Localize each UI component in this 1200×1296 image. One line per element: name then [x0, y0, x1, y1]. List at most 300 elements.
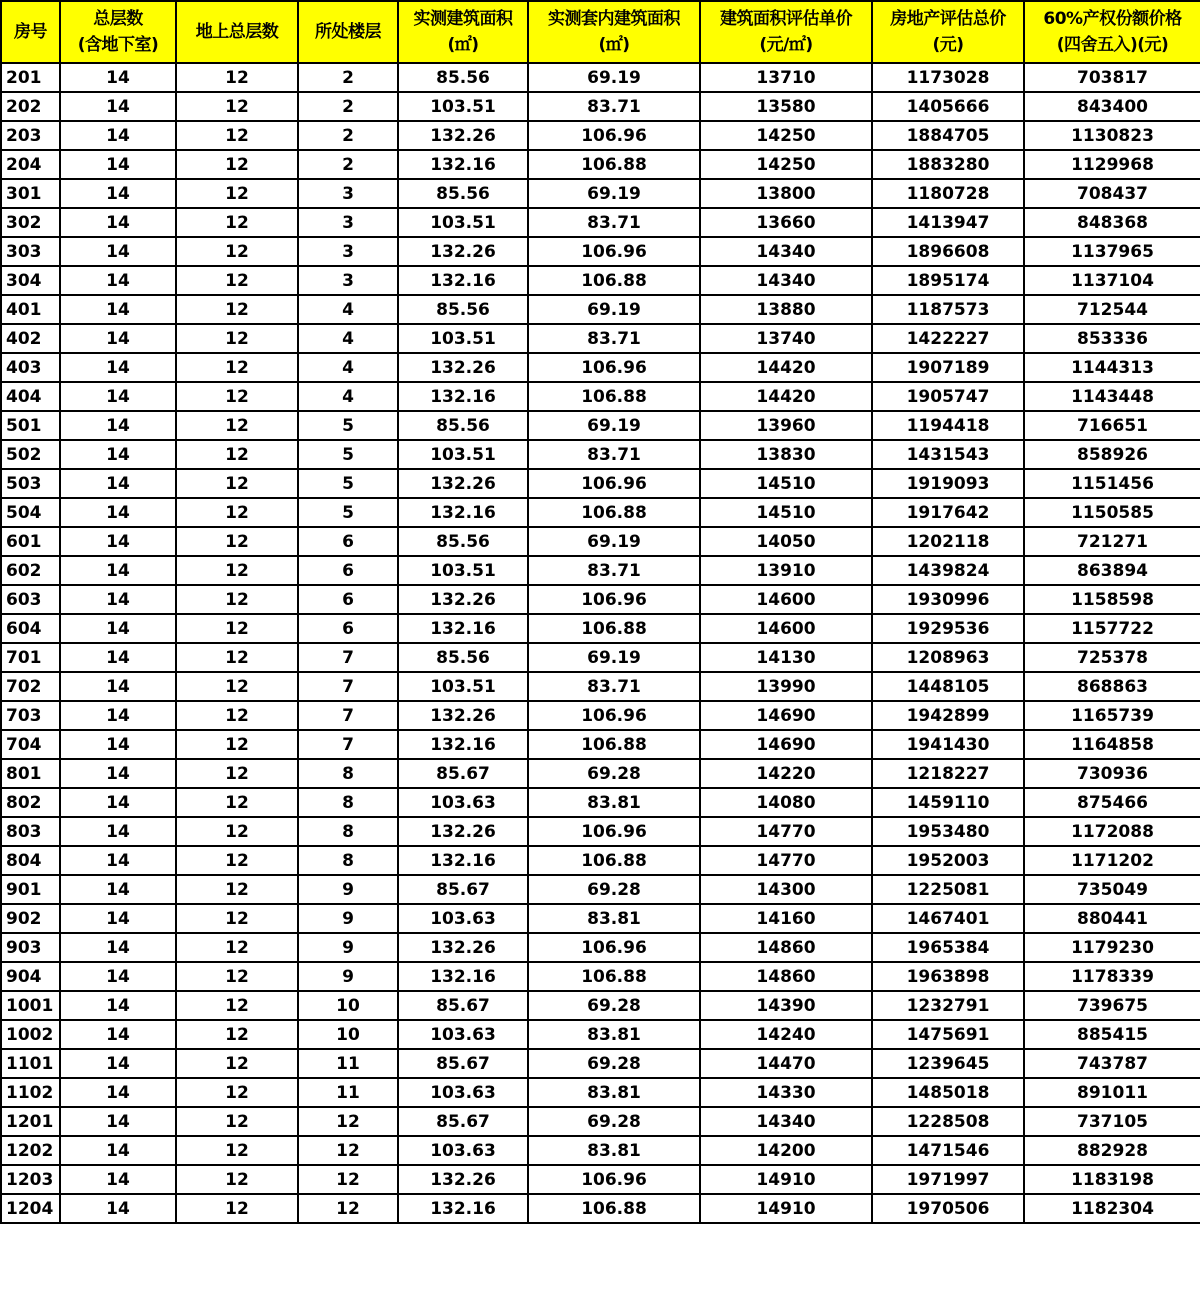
cell-total-price: 1459110: [872, 788, 1024, 817]
cell-share-price: 1137104: [1024, 266, 1200, 295]
cell-above-ground-floors: 12: [176, 730, 298, 759]
cell-total-price: 1929536: [872, 614, 1024, 643]
cell-unit-price: 14600: [700, 614, 872, 643]
cell-above-ground-floors: 12: [176, 556, 298, 585]
cell-share-price: 737105: [1024, 1107, 1200, 1136]
cell-floor: 8: [298, 817, 398, 846]
cell-total-price: 1965384: [872, 933, 1024, 962]
cell-total-floors: 14: [60, 295, 176, 324]
table-row: [1, 614, 1200, 643]
cell-share-price: 848368: [1024, 208, 1200, 237]
cell-total-floors: 14: [60, 585, 176, 614]
cell-unit-price: 13800: [700, 179, 872, 208]
cell-floor: 12: [298, 1136, 398, 1165]
cell-total-price: 1905747: [872, 382, 1024, 411]
cell-share-price: 1179230: [1024, 933, 1200, 962]
cell-total-floors: 14: [60, 179, 176, 208]
cell-inner-area: 106.96: [528, 585, 700, 614]
cell-above-ground-floors: 12: [176, 846, 298, 875]
cell-floor: 7: [298, 643, 398, 672]
cell-total-floors: 14: [60, 324, 176, 353]
cell-building-area: 132.16: [398, 846, 528, 875]
table-row: [1, 1049, 1200, 1078]
cell-above-ground-floors: 12: [176, 382, 298, 411]
cell-building-area: 132.26: [398, 817, 528, 846]
cell-building-area: 132.16: [398, 1194, 528, 1223]
cell-unit-price: 13710: [700, 63, 872, 92]
cell-total-price: 1471546: [872, 1136, 1024, 1165]
table-row: [1, 63, 1200, 92]
cell-inner-area: 83.81: [528, 1136, 700, 1165]
cell-above-ground-floors: 12: [176, 440, 298, 469]
cell-building-area: 132.16: [398, 150, 528, 179]
table-row: [1, 1194, 1200, 1223]
cell-share-price: 721271: [1024, 527, 1200, 556]
cell-room-number: 801: [1, 759, 60, 788]
cell-room-number: 604: [1, 614, 60, 643]
table-row: [1, 150, 1200, 179]
cell-total-price: 1180728: [872, 179, 1024, 208]
table-row: [1, 962, 1200, 991]
cell-building-area: 132.26: [398, 701, 528, 730]
cell-share-price: 716651: [1024, 411, 1200, 440]
cell-above-ground-floors: 12: [176, 92, 298, 121]
cell-total-price: 1239645: [872, 1049, 1024, 1078]
cell-building-area: 132.26: [398, 469, 528, 498]
table-row: [1, 208, 1200, 237]
cell-above-ground-floors: 12: [176, 933, 298, 962]
cell-inner-area: 83.71: [528, 672, 700, 701]
cell-building-area: 103.63: [398, 1136, 528, 1165]
cell-building-area: 103.63: [398, 904, 528, 933]
cell-total-price: 1896608: [872, 237, 1024, 266]
cell-above-ground-floors: 12: [176, 759, 298, 788]
cell-room-number: 401: [1, 295, 60, 324]
table-row: [1, 672, 1200, 701]
cell-inner-area: 106.88: [528, 150, 700, 179]
table-row: [1, 469, 1200, 498]
cell-inner-area: 69.19: [528, 411, 700, 440]
cell-share-price: 1137965: [1024, 237, 1200, 266]
cell-unit-price: 13960: [700, 411, 872, 440]
cell-share-price: 1129968: [1024, 150, 1200, 179]
cell-room-number: 403: [1, 353, 60, 382]
cell-total-price: 1405666: [872, 92, 1024, 121]
table-row: [1, 991, 1200, 1020]
cell-share-price: 891011: [1024, 1078, 1200, 1107]
cell-share-price: 730936: [1024, 759, 1200, 788]
cell-total-floors: 14: [60, 1165, 176, 1194]
cell-total-floors: 14: [60, 469, 176, 498]
header-cell-floor: 所处楼层: [298, 1, 398, 63]
table-row: [1, 1136, 1200, 1165]
cell-share-price: 1182304: [1024, 1194, 1200, 1223]
cell-room-number: 904: [1, 962, 60, 991]
cell-unit-price: 13740: [700, 324, 872, 353]
cell-total-floors: 14: [60, 730, 176, 759]
cell-unit-price: 13830: [700, 440, 872, 469]
cell-floor: 6: [298, 614, 398, 643]
cell-building-area: 85.56: [398, 527, 528, 556]
cell-inner-area: 83.71: [528, 208, 700, 237]
cell-inner-area: 83.71: [528, 92, 700, 121]
cell-unit-price: 14510: [700, 498, 872, 527]
cell-above-ground-floors: 12: [176, 121, 298, 150]
cell-room-number: 702: [1, 672, 60, 701]
cell-unit-price: 14770: [700, 846, 872, 875]
cell-room-number: 701: [1, 643, 60, 672]
cell-unit-price: 14390: [700, 991, 872, 1020]
cell-room-number: 602: [1, 556, 60, 585]
cell-share-price: 885415: [1024, 1020, 1200, 1049]
cell-inner-area: 69.28: [528, 875, 700, 904]
cell-floor: 9: [298, 875, 398, 904]
cell-building-area: 132.26: [398, 1165, 528, 1194]
cell-above-ground-floors: 12: [176, 208, 298, 237]
cell-unit-price: 14340: [700, 266, 872, 295]
cell-unit-price: 14420: [700, 353, 872, 382]
cell-share-price: 739675: [1024, 991, 1200, 1020]
cell-building-area: 85.56: [398, 643, 528, 672]
table-row: [1, 1165, 1200, 1194]
cell-share-price: 708437: [1024, 179, 1200, 208]
table-row: [1, 933, 1200, 962]
cell-floor: 6: [298, 527, 398, 556]
cell-floor: 12: [298, 1107, 398, 1136]
cell-inner-area: 83.81: [528, 788, 700, 817]
cell-floor: 5: [298, 411, 398, 440]
cell-floor: 3: [298, 208, 398, 237]
table-row: [1, 904, 1200, 933]
cell-room-number: 504: [1, 498, 60, 527]
cell-total-price: 1970506: [872, 1194, 1024, 1223]
cell-inner-area: 106.96: [528, 237, 700, 266]
cell-building-area: 132.16: [398, 382, 528, 411]
cell-floor: 9: [298, 933, 398, 962]
cell-share-price: 1183198: [1024, 1165, 1200, 1194]
cell-total-price: 1883280: [872, 150, 1024, 179]
cell-above-ground-floors: 12: [176, 1136, 298, 1165]
cell-total-floors: 14: [60, 63, 176, 92]
cell-building-area: 85.67: [398, 875, 528, 904]
cell-above-ground-floors: 12: [176, 962, 298, 991]
cell-above-ground-floors: 12: [176, 991, 298, 1020]
table-row: [1, 295, 1200, 324]
cell-total-price: 1173028: [872, 63, 1024, 92]
cell-floor: 5: [298, 440, 398, 469]
cell-above-ground-floors: 12: [176, 788, 298, 817]
cell-unit-price: 14690: [700, 701, 872, 730]
cell-building-area: 132.16: [398, 614, 528, 643]
cell-total-floors: 14: [60, 846, 176, 875]
cell-total-price: 1930996: [872, 585, 1024, 614]
cell-unit-price: 14160: [700, 904, 872, 933]
cell-floor: 7: [298, 730, 398, 759]
cell-inner-area: 106.96: [528, 469, 700, 498]
cell-total-price: 1895174: [872, 266, 1024, 295]
cell-room-number: 704: [1, 730, 60, 759]
cell-total-floors: 14: [60, 1194, 176, 1223]
cell-above-ground-floors: 12: [176, 353, 298, 382]
cell-room-number: 501: [1, 411, 60, 440]
cell-inner-area: 106.88: [528, 498, 700, 527]
cell-inner-area: 106.88: [528, 266, 700, 295]
cell-total-price: 1431543: [872, 440, 1024, 469]
cell-building-area: 132.26: [398, 585, 528, 614]
cell-unit-price: 13990: [700, 672, 872, 701]
cell-room-number: 301: [1, 179, 60, 208]
table-row: [1, 498, 1200, 527]
cell-room-number: 203: [1, 121, 60, 150]
cell-total-floors: 14: [60, 1136, 176, 1165]
cell-room-number: 803: [1, 817, 60, 846]
cell-floor: 9: [298, 904, 398, 933]
cell-total-price: 1232791: [872, 991, 1024, 1020]
cell-building-area: 103.51: [398, 92, 528, 121]
cell-room-number: 1204: [1, 1194, 60, 1223]
cell-above-ground-floors: 12: [176, 237, 298, 266]
cell-total-floors: 14: [60, 150, 176, 179]
cell-room-number: 902: [1, 904, 60, 933]
cell-total-price: 1907189: [872, 353, 1024, 382]
cell-total-floors: 14: [60, 92, 176, 121]
cell-unit-price: 14910: [700, 1194, 872, 1223]
cell-inner-area: 69.19: [528, 527, 700, 556]
cell-share-price: 735049: [1024, 875, 1200, 904]
cell-share-price: 712544: [1024, 295, 1200, 324]
cell-above-ground-floors: 12: [176, 324, 298, 353]
cell-total-floors: 14: [60, 904, 176, 933]
cell-floor: 9: [298, 962, 398, 991]
cell-unit-price: 14240: [700, 1020, 872, 1049]
cell-above-ground-floors: 12: [176, 295, 298, 324]
cell-total-price: 1208963: [872, 643, 1024, 672]
cell-total-price: 1225081: [872, 875, 1024, 904]
cell-building-area: 85.67: [398, 991, 528, 1020]
cell-inner-area: 106.96: [528, 1165, 700, 1194]
header-cell-unit-price: 建筑面积评估单价 (元/㎡): [700, 1, 872, 63]
cell-unit-price: 14050: [700, 527, 872, 556]
cell-total-floors: 14: [60, 440, 176, 469]
cell-floor: 4: [298, 353, 398, 382]
cell-total-floors: 14: [60, 208, 176, 237]
cell-total-price: 1187573: [872, 295, 1024, 324]
cell-inner-area: 106.96: [528, 121, 700, 150]
table-row: [1, 179, 1200, 208]
cell-inner-area: 83.71: [528, 556, 700, 585]
cell-above-ground-floors: 12: [176, 1194, 298, 1223]
cell-room-number: 603: [1, 585, 60, 614]
cell-total-price: 1941430: [872, 730, 1024, 759]
cell-inner-area: 69.28: [528, 1049, 700, 1078]
cell-above-ground-floors: 12: [176, 1165, 298, 1194]
cell-total-price: 1228508: [872, 1107, 1024, 1136]
table-row: [1, 266, 1200, 295]
cell-above-ground-floors: 12: [176, 643, 298, 672]
cell-inner-area: 106.88: [528, 846, 700, 875]
cell-room-number: 901: [1, 875, 60, 904]
cell-inner-area: 83.71: [528, 324, 700, 353]
table-row: [1, 382, 1200, 411]
cell-unit-price: 14130: [700, 643, 872, 672]
cell-inner-area: 83.71: [528, 440, 700, 469]
cell-total-floors: 14: [60, 1107, 176, 1136]
cell-floor: 2: [298, 92, 398, 121]
table-row: [1, 556, 1200, 585]
cell-unit-price: 14910: [700, 1165, 872, 1194]
cell-total-floors: 14: [60, 1020, 176, 1049]
cell-above-ground-floors: 12: [176, 875, 298, 904]
cell-floor: 8: [298, 759, 398, 788]
cell-above-ground-floors: 12: [176, 469, 298, 498]
cell-above-ground-floors: 12: [176, 411, 298, 440]
cell-room-number: 303: [1, 237, 60, 266]
cell-room-number: 404: [1, 382, 60, 411]
cell-room-number: 304: [1, 266, 60, 295]
cell-floor: 8: [298, 788, 398, 817]
cell-floor: 10: [298, 991, 398, 1020]
cell-total-floors: 14: [60, 788, 176, 817]
cell-inner-area: 106.88: [528, 1194, 700, 1223]
cell-total-price: 1448105: [872, 672, 1024, 701]
cell-unit-price: 14340: [700, 1107, 872, 1136]
cell-room-number: 903: [1, 933, 60, 962]
cell-above-ground-floors: 12: [176, 266, 298, 295]
cell-floor: 3: [298, 237, 398, 266]
cell-total-floors: 14: [60, 266, 176, 295]
cell-above-ground-floors: 12: [176, 179, 298, 208]
cell-unit-price: 14690: [700, 730, 872, 759]
cell-unit-price: 14200: [700, 1136, 872, 1165]
cell-total-price: 1413947: [872, 208, 1024, 237]
cell-total-price: 1202118: [872, 527, 1024, 556]
cell-share-price: 1151456: [1024, 469, 1200, 498]
cell-share-price: 1143448: [1024, 382, 1200, 411]
cell-building-area: 85.56: [398, 179, 528, 208]
cell-total-floors: 14: [60, 556, 176, 585]
cell-unit-price: 14220: [700, 759, 872, 788]
cell-building-area: 132.16: [398, 962, 528, 991]
cell-total-floors: 14: [60, 353, 176, 382]
cell-floor: 3: [298, 266, 398, 295]
cell-room-number: 402: [1, 324, 60, 353]
cell-share-price: 1157722: [1024, 614, 1200, 643]
cell-building-area: 132.16: [398, 266, 528, 295]
cell-total-floors: 14: [60, 498, 176, 527]
cell-total-floors: 14: [60, 672, 176, 701]
cell-room-number: 204: [1, 150, 60, 179]
table-row: [1, 1020, 1200, 1049]
table-row: [1, 353, 1200, 382]
cell-unit-price: 13580: [700, 92, 872, 121]
cell-building-area: 132.26: [398, 237, 528, 266]
cell-total-price: 1917642: [872, 498, 1024, 527]
cell-building-area: 85.56: [398, 63, 528, 92]
cell-floor: 4: [298, 324, 398, 353]
cell-total-floors: 14: [60, 875, 176, 904]
table-row: [1, 701, 1200, 730]
cell-unit-price: 14080: [700, 788, 872, 817]
table-row: [1, 759, 1200, 788]
cell-total-price: 1439824: [872, 556, 1024, 585]
cell-above-ground-floors: 12: [176, 701, 298, 730]
cell-unit-price: 13880: [700, 295, 872, 324]
header-cell-inner-area: 实测套内建筑面积 (㎡): [528, 1, 700, 63]
cell-floor: 6: [298, 556, 398, 585]
cell-total-floors: 14: [60, 411, 176, 440]
header-row: [1, 1, 1200, 63]
cell-share-price: 1165739: [1024, 701, 1200, 730]
cell-unit-price: 14420: [700, 382, 872, 411]
cell-inner-area: 69.19: [528, 63, 700, 92]
cell-room-number: 1203: [1, 1165, 60, 1194]
table-body: [1, 63, 1200, 1223]
cell-floor: 7: [298, 672, 398, 701]
cell-above-ground-floors: 12: [176, 527, 298, 556]
cell-room-number: 202: [1, 92, 60, 121]
cell-total-floors: 14: [60, 643, 176, 672]
cell-share-price: 1172088: [1024, 817, 1200, 846]
cell-inner-area: 106.88: [528, 614, 700, 643]
cell-total-floors: 14: [60, 121, 176, 150]
header-cell-above-ground-floors: 地上总层数: [176, 1, 298, 63]
cell-building-area: 132.26: [398, 933, 528, 962]
cell-share-price: 858926: [1024, 440, 1200, 469]
cell-floor: 4: [298, 382, 398, 411]
cell-floor: 2: [298, 63, 398, 92]
cell-total-floors: 14: [60, 382, 176, 411]
cell-share-price: 1150585: [1024, 498, 1200, 527]
cell-total-floors: 14: [60, 614, 176, 643]
cell-total-price: 1194418: [872, 411, 1024, 440]
cell-total-price: 1218227: [872, 759, 1024, 788]
cell-share-price: 1171202: [1024, 846, 1200, 875]
cell-inner-area: 69.19: [528, 295, 700, 324]
cell-total-price: 1467401: [872, 904, 1024, 933]
cell-room-number: 703: [1, 701, 60, 730]
cell-share-price: 1178339: [1024, 962, 1200, 991]
table-row: [1, 1107, 1200, 1136]
cell-above-ground-floors: 12: [176, 498, 298, 527]
cell-building-area: 103.51: [398, 208, 528, 237]
table-row: [1, 817, 1200, 846]
cell-floor: 7: [298, 701, 398, 730]
cell-room-number: 1102: [1, 1078, 60, 1107]
cell-share-price: 875466: [1024, 788, 1200, 817]
cell-share-price: 1158598: [1024, 585, 1200, 614]
cell-floor: 8: [298, 846, 398, 875]
cell-floor: 3: [298, 179, 398, 208]
cell-building-area: 85.67: [398, 1107, 528, 1136]
cell-share-price: 1164858: [1024, 730, 1200, 759]
cell-unit-price: 14470: [700, 1049, 872, 1078]
cell-floor: 2: [298, 121, 398, 150]
table-row: [1, 440, 1200, 469]
cell-floor: 4: [298, 295, 398, 324]
cell-building-area: 103.51: [398, 324, 528, 353]
cell-above-ground-floors: 12: [176, 1107, 298, 1136]
cell-floor: 5: [298, 498, 398, 527]
cell-share-price: 863894: [1024, 556, 1200, 585]
cell-total-floors: 14: [60, 1078, 176, 1107]
cell-above-ground-floors: 12: [176, 817, 298, 846]
cell-building-area: 103.63: [398, 1078, 528, 1107]
cell-total-floors: 14: [60, 527, 176, 556]
table-row: [1, 324, 1200, 353]
cell-unit-price: 14300: [700, 875, 872, 904]
cell-share-price: 882928: [1024, 1136, 1200, 1165]
cell-total-floors: 14: [60, 962, 176, 991]
